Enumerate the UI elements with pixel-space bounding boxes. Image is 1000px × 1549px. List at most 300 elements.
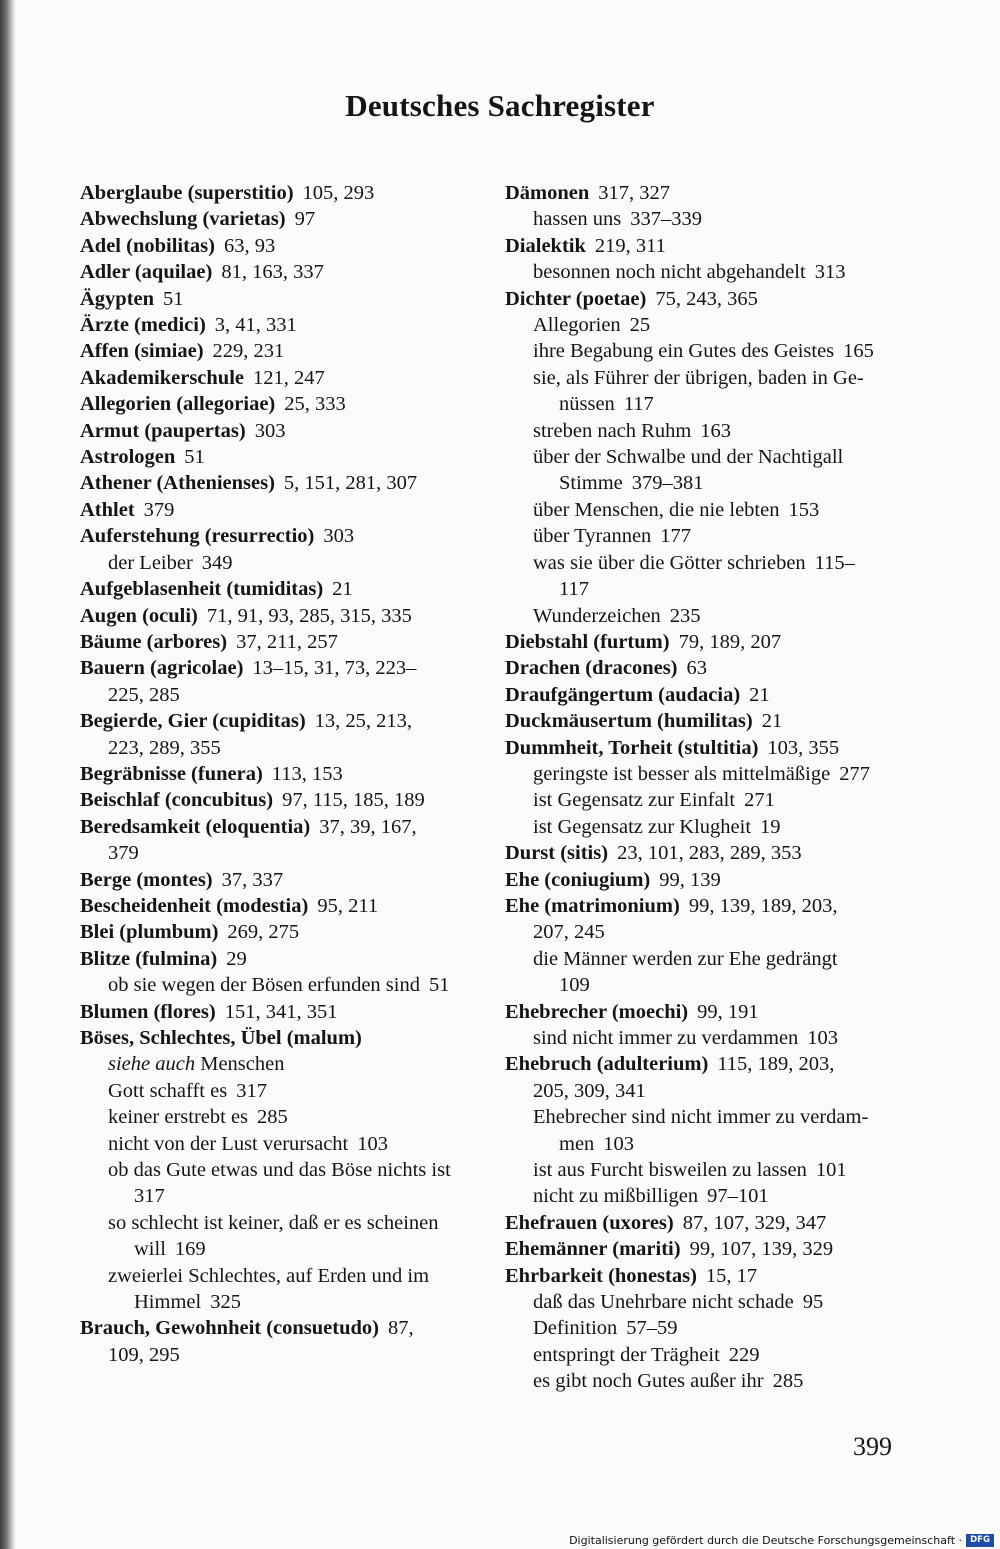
index-subentry-line: [505, 1078, 905, 1104]
index-subentry-line: [505, 418, 905, 444]
index-entry-line: [505, 840, 905, 866]
page-references: 63: [686, 657, 708, 680]
page-references: 103, 355: [767, 736, 840, 759]
index-term: Abwechslung (varietas): [80, 208, 286, 231]
index-term: Ehemänner (mariti): [505, 1238, 681, 1261]
index-subentry-line: [505, 206, 905, 232]
index-entry: [80, 312, 480, 338]
page-references: 103: [807, 1027, 839, 1049]
index-subentry-text: die Männer werden zur Ehe gedrängt: [533, 947, 838, 970]
index-subentry-text: will: [134, 1238, 166, 1261]
index-term: Brauch, Gewohnheit (consuetudo): [80, 1317, 379, 1340]
page-references: 81, 163, 337: [221, 261, 324, 284]
index-term: Duckmäusertum (humilitas): [505, 710, 753, 733]
index-entry: [80, 761, 480, 787]
index-entry-line: [505, 708, 905, 734]
index-subentry-line: [505, 497, 905, 523]
index-entry-line: [80, 470, 480, 496]
index-column-left: [80, 180, 480, 1368]
index-entry-line: [80, 576, 480, 602]
index-entry: [505, 1263, 905, 1289]
index-term: Adler (aquilae): [80, 261, 213, 284]
index-entry: [80, 365, 480, 391]
index-subentry-text: 223, 289, 355: [108, 736, 221, 759]
index-subentry-text: so schlecht ist keiner, daß er es scheinen: [108, 1211, 439, 1234]
page-references: 21: [332, 578, 353, 601]
page-references: 303: [323, 525, 355, 548]
index-entry-line: [505, 233, 905, 259]
page-references: 23, 101, 283, 289, 353: [617, 842, 802, 865]
index-subentry-text: 225, 285: [108, 683, 180, 706]
index-entry: [505, 629, 905, 655]
index-entry: [505, 233, 905, 259]
index-continuation-line: [80, 1289, 480, 1315]
index-entry: [505, 867, 905, 893]
page-references: 115, 189, 203,: [717, 1053, 835, 1076]
page-references: 51: [184, 446, 205, 469]
index-term: Ehrbarkeit (honestas): [505, 1264, 697, 1287]
index-subentry-line: [80, 682, 480, 708]
page-references: 25: [629, 314, 651, 337]
index-entry: [505, 1104, 905, 1157]
index-entry-line: [505, 655, 905, 681]
page-references: 25, 333: [284, 393, 346, 416]
index-entry-line: [80, 233, 480, 259]
index-subentry-text: 205, 309, 341: [533, 1079, 646, 1102]
index-subentry-line: [505, 919, 905, 945]
index-entry: [505, 312, 905, 338]
index-entry: [80, 1025, 480, 1051]
index-entry: [505, 655, 905, 681]
index-subentry-text: Ehebrecher sind nicht immer zu verdam-: [533, 1106, 869, 1129]
index-entry: [80, 867, 480, 893]
page-references: 103: [357, 1132, 388, 1155]
index-entry-line: [80, 919, 480, 945]
index-entry: [505, 1236, 905, 1262]
index-subentry-text: nicht von der Lust verursacht: [108, 1132, 349, 1155]
index-entry-line: [80, 629, 480, 655]
page-references: 105, 293: [302, 182, 375, 204]
page-references: 63, 93: [223, 234, 276, 257]
index-entry: [505, 840, 905, 866]
page-references: 379–381: [631, 472, 704, 495]
index-entry-line: [80, 338, 480, 364]
index-subentry-text: geringste ist besser als mittelmäßige: [533, 762, 831, 785]
index-subentry-text: hassen uns: [533, 208, 622, 231]
index-term: Beredsamkeit (eloquentia): [80, 815, 311, 838]
index-entry-line: [505, 999, 905, 1025]
index-entry-line: [80, 312, 480, 338]
index-entry: [80, 259, 480, 285]
index-subentry-text: über Menschen, die nie lebten: [533, 498, 780, 521]
index-subentry-text: 207, 245: [533, 921, 605, 944]
page-references: 303: [254, 419, 286, 442]
index-entry: [80, 972, 480, 998]
index-subentry-text: 379: [108, 842, 139, 865]
index-subentry-line: [505, 444, 905, 470]
index-entry: [80, 1315, 480, 1368]
index-entry: [80, 338, 480, 364]
index-subentry-line: [80, 840, 480, 866]
index-subentry-line: [505, 814, 905, 840]
index-entry: [505, 761, 905, 787]
index-subentry-line: [80, 972, 480, 998]
index-entry: [505, 1368, 905, 1394]
index-subentry-text: Stimme: [559, 472, 623, 495]
page-references: 153: [788, 498, 820, 521]
page-references: 113, 153: [271, 762, 343, 785]
page-references: 163: [700, 419, 732, 442]
index-subentry-line: [505, 1342, 905, 1368]
index-term: Ehebruch (adulterium): [505, 1053, 709, 1076]
page-references: 29: [226, 947, 247, 970]
index-subentry-line: [505, 761, 905, 787]
index-term: Augen (oculi): [80, 604, 198, 627]
index-entry: [80, 708, 480, 761]
index-entry-line: [80, 603, 480, 629]
page-references: 151, 341, 351: [224, 1000, 338, 1023]
index-term: Ehe (matrimonium): [505, 894, 680, 917]
index-entry-line: [80, 999, 480, 1025]
index-term: Bescheidenheit (modestia): [80, 894, 309, 917]
index-entry: [80, 603, 480, 629]
index-entry: [80, 1210, 480, 1263]
index-entry: [505, 814, 905, 840]
index-entry: [80, 1104, 480, 1130]
page-references: 235: [669, 604, 701, 627]
index-subentry-text: der Leiber: [108, 551, 193, 574]
page-references: 379: [143, 498, 175, 521]
index-term: Bäume (arbores): [80, 630, 228, 653]
page-references: 97–101: [707, 1185, 769, 1208]
index-term: Böses, Schlechtes, Übel (malum): [80, 1027, 362, 1049]
index-subentry-text: Allegorien: [533, 314, 621, 337]
index-subentry-text: über Tyrannen: [533, 525, 652, 548]
index-subentry-line: [505, 312, 905, 338]
index-subentry-line: [80, 1157, 480, 1183]
index-term: Aufgeblasenheit (tumiditas): [80, 578, 324, 601]
index-entry: [80, 444, 480, 470]
page-references: 101: [815, 1159, 847, 1182]
index-subentry-text: ist Gegensatz zur Einfalt: [533, 789, 736, 812]
index-entry-line: [80, 365, 480, 391]
index-term: Ehebrecher (moechi): [505, 1000, 689, 1023]
page-references: 115–: [814, 551, 855, 574]
index-subentry-line: [505, 365, 905, 391]
index-entry: [80, 1263, 480, 1316]
index-subentry-text: daß das Unehrbare nicht schade: [533, 1291, 794, 1314]
page-references: 37, 39, 167,: [319, 815, 417, 838]
index-subentry-text: 317: [134, 1185, 165, 1208]
index-subentry-text: ihre Begabung ein Gutes des Geistes: [533, 340, 835, 363]
page-references: 71, 91, 93, 285, 315, 335: [206, 604, 412, 627]
index-subentry-line: [80, 735, 480, 761]
index-entry: [80, 1078, 480, 1104]
index-subentry-line: [80, 1263, 480, 1289]
index-continuation-line: [505, 1131, 905, 1157]
index-term: Begräbnisse (funera): [80, 762, 263, 785]
index-term: Ehe (coniugium): [505, 868, 651, 891]
index-subentry-line: [505, 1025, 905, 1051]
index-subentry-line: [80, 1131, 480, 1157]
cross-reference-marker: siehe auch: [108, 1053, 196, 1076]
index-term: Blei (plumbum): [80, 921, 219, 944]
index-entry: [80, 629, 480, 655]
index-entry: [505, 259, 905, 285]
page-references: 285: [772, 1370, 804, 1393]
index-subentry-text: ist aus Furcht bisweilen zu lassen: [533, 1159, 807, 1182]
page-references: 3, 41, 331: [214, 314, 297, 337]
index-entry-line: [80, 180, 480, 206]
index-subentry-text: sie, als Führer der übrigen, baden in Ge-: [533, 366, 864, 389]
index-entry: [80, 233, 480, 259]
page-binding-edge: [0, 0, 16, 1549]
index-subentry-line: [505, 787, 905, 813]
page-references: 99, 107, 139, 329: [689, 1238, 834, 1261]
index-entry: [80, 576, 480, 602]
index-term: Draufgängertum (audacia): [505, 683, 741, 706]
index-entry: [505, 1315, 905, 1341]
page-references: 15, 17: [705, 1264, 758, 1287]
page-references: 277: [839, 762, 870, 785]
index-entry-line: [80, 946, 480, 972]
index-entry: [505, 999, 905, 1025]
index-term: Allegorien (allegoriae): [80, 393, 276, 416]
page-references: 337–339: [630, 208, 703, 231]
index-entry: [80, 814, 480, 867]
index-subentry-text: besonnen noch nicht abgehandelt: [533, 261, 806, 284]
page-references: 19: [760, 815, 781, 838]
index-subentry-line: [505, 1368, 905, 1394]
index-subentry-line: [505, 946, 905, 972]
index-entry: [80, 1157, 480, 1210]
index-continuation-line: [505, 391, 905, 417]
index-entry-line: [80, 523, 480, 549]
index-entry-line: [505, 1210, 905, 1236]
index-subentry-text: keiner erstrebt es: [108, 1106, 249, 1129]
index-entry-line: [80, 814, 480, 840]
index-entry: [80, 497, 480, 523]
index-subentry-text: streben nach Ruhm: [533, 419, 692, 442]
index-subentry-text: sind nicht immer zu verdammen: [533, 1027, 799, 1049]
index-subentry-line: [505, 1157, 905, 1183]
index-term: Ehefrauen (uxores): [505, 1211, 674, 1234]
index-entry: [505, 1025, 905, 1051]
index-entry-line: [80, 708, 480, 734]
page-references: 97: [294, 208, 316, 231]
index-entry-line: [80, 655, 480, 681]
index-entry: [505, 682, 905, 708]
index-subentry-text: 117: [559, 578, 589, 601]
dfg-logo: DFG: [966, 1534, 994, 1547]
page-references: 325: [210, 1291, 241, 1314]
index-entry: [80, 787, 480, 813]
index-entry: [505, 1210, 905, 1236]
index-entry: [505, 206, 905, 232]
index-entry-line: [80, 893, 480, 919]
index-term: Adel (nobilitas): [80, 234, 215, 257]
page-references: 79, 189, 207: [678, 630, 782, 653]
index-entry: [505, 1289, 905, 1315]
index-term: Athener (Athenienses): [80, 472, 275, 495]
index-entry-line: [80, 497, 480, 523]
page-references: 169: [174, 1238, 206, 1261]
index-subentry-line: [80, 550, 480, 576]
page-references: 97, 115, 185, 189: [282, 789, 425, 812]
index-subentry-text: 109, 295: [108, 1343, 180, 1366]
page-references: 285: [257, 1106, 288, 1129]
index-subentry-text: was sie über die Götter schrieben: [533, 551, 806, 574]
index-entry: [505, 893, 905, 946]
index-entry-line: [505, 1236, 905, 1262]
index-entry-line: [80, 286, 480, 312]
index-subentry-line: [505, 1289, 905, 1315]
index-entry: [80, 470, 480, 496]
index-subentry-text: ob sie wegen der Bösen erfunden sind: [108, 974, 420, 997]
index-term: Ägypten: [80, 287, 155, 310]
page-references: 99, 139, 189, 203,: [688, 894, 838, 917]
index-subentry-line: [505, 603, 905, 629]
index-entry: [505, 523, 905, 549]
index-entry: [80, 946, 480, 972]
index-term: Dämonen: [505, 182, 590, 204]
index-subentry-line: [505, 550, 905, 576]
index-entry-line: [80, 444, 480, 470]
index-entry-line: [80, 418, 480, 444]
page-references: 21: [761, 710, 783, 733]
index-entry-line: [80, 1315, 480, 1341]
page-references: 165: [843, 340, 874, 363]
index-entry-line: [80, 259, 480, 285]
index-term: Armut (paupertas): [80, 419, 246, 442]
index-subentry-line: [505, 523, 905, 549]
index-subentry-text: über der Schwalbe und der Nachtigall: [533, 446, 844, 469]
index-subentry-text: Himmel: [134, 1291, 202, 1314]
index-continuation-line: [80, 1183, 480, 1209]
index-entry: [80, 550, 480, 576]
page-references: 5, 151, 281, 307: [283, 472, 418, 495]
index-entry: [80, 286, 480, 312]
index-term: Dummheit, Torheit (stultitia): [505, 736, 759, 759]
index-entry: [505, 497, 905, 523]
index-term: Begierde, Gier (cupiditas): [80, 710, 306, 733]
index-entry: [505, 550, 905, 603]
index-subentry-line: [80, 1051, 480, 1077]
index-subentry-text: Menschen: [200, 1053, 285, 1076]
page-references: 51: [163, 287, 184, 310]
index-subentry-text: nüssen: [559, 393, 615, 416]
page-references: 99, 191: [697, 1000, 759, 1023]
index-subentry-line: [505, 1104, 905, 1130]
index-continuation-line: [505, 576, 905, 602]
page-references: 229: [728, 1343, 760, 1366]
index-entry: [505, 444, 905, 497]
index-entry: [505, 1157, 905, 1183]
page-references: 271: [744, 789, 775, 812]
index-subentry-line: [80, 1342, 480, 1368]
page-references: 121, 247: [253, 366, 325, 389]
page-references: 117: [623, 393, 654, 416]
index-entry: [80, 180, 480, 206]
index-subentry-text: zweierlei Schlechtes, auf Erden und im: [108, 1264, 430, 1287]
index-entry-line: [505, 1051, 905, 1077]
index-subentry-text: es gibt noch Gutes außer ihr: [533, 1370, 764, 1393]
index-entry: [505, 946, 905, 999]
index-term: Athlet: [80, 498, 135, 521]
index-term: Ärzte (medici): [80, 314, 206, 337]
index-entry: [80, 523, 480, 549]
index-term: Auferstehung (resurrectio): [80, 525, 315, 548]
index-term: Diebstahl (furtum): [505, 630, 670, 653]
page-number: 399: [853, 1432, 892, 1461]
index-entry: [505, 787, 905, 813]
index-subentry-text: ob das Gute etwas und das Böse nichts ist: [108, 1159, 451, 1182]
index-term: Drachen (dracones): [505, 657, 678, 680]
index-subentry-line: [80, 1210, 480, 1236]
page-references: 313: [814, 261, 846, 284]
page-references: 37, 337: [221, 868, 284, 891]
index-entry-line: [505, 682, 905, 708]
page-references: 219, 311: [594, 234, 666, 257]
index-entry: [80, 1131, 480, 1157]
page-references: 37, 211, 257: [236, 630, 338, 653]
page-references: 87,: [387, 1317, 414, 1340]
index-entry-line: [80, 1025, 480, 1051]
index-term: Durst (sitis): [505, 842, 609, 865]
index-entry-line: [505, 180, 905, 206]
index-entry-line: [80, 391, 480, 417]
index-column-right: [505, 180, 905, 1395]
index-subentry-text: entspringt der Trägheit: [533, 1343, 720, 1366]
index-subentry-text: Definition: [533, 1317, 618, 1340]
index-subentry-line: [505, 1183, 905, 1209]
index-subentry-text: ist Gegensatz zur Klugheit: [533, 815, 752, 838]
digitization-credit: Digitalisierung gefördert durch die Deutsche Forschungsgemeinschaft ·: [569, 1534, 962, 1547]
index-term: Berge (montes): [80, 868, 213, 891]
index-entry: [80, 919, 480, 945]
index-continuation-line: [505, 972, 905, 998]
page-references: 51: [428, 974, 450, 997]
index-entry-line: [505, 893, 905, 919]
index-entry: [505, 365, 905, 418]
index-term: Beischlaf (concubitus): [80, 789, 274, 812]
index-entry-line: [80, 761, 480, 787]
index-entry: [505, 1342, 905, 1368]
index-entry-line: [505, 286, 905, 312]
index-entry-line: [80, 787, 480, 813]
index-term: Aberglaube (superstitio): [80, 182, 294, 204]
index-entry: [80, 391, 480, 417]
page-references: 13–15, 31, 73, 223–: [252, 657, 417, 680]
page-references: 99, 139: [659, 868, 721, 891]
index-subentry-text: 109: [559, 974, 590, 997]
index-entry: [80, 893, 480, 919]
index-subentry-line: [80, 1078, 480, 1104]
page-references: 177: [660, 525, 692, 548]
index-entry: [505, 1183, 905, 1209]
index-entry: [505, 338, 905, 364]
page-references: 57–59: [626, 1317, 678, 1340]
page-references: 13, 25, 213,: [314, 710, 413, 733]
index-term: Bauern (agricolae): [80, 657, 244, 680]
index-subentry-line: [505, 259, 905, 285]
index-entry: [80, 418, 480, 444]
index-entry: [505, 603, 905, 629]
page-references: 317, 327: [598, 182, 671, 204]
index-term: Dichter (poetae): [505, 287, 647, 310]
index-term: Astrologen: [80, 446, 176, 469]
index-subentry-line: [505, 338, 905, 364]
